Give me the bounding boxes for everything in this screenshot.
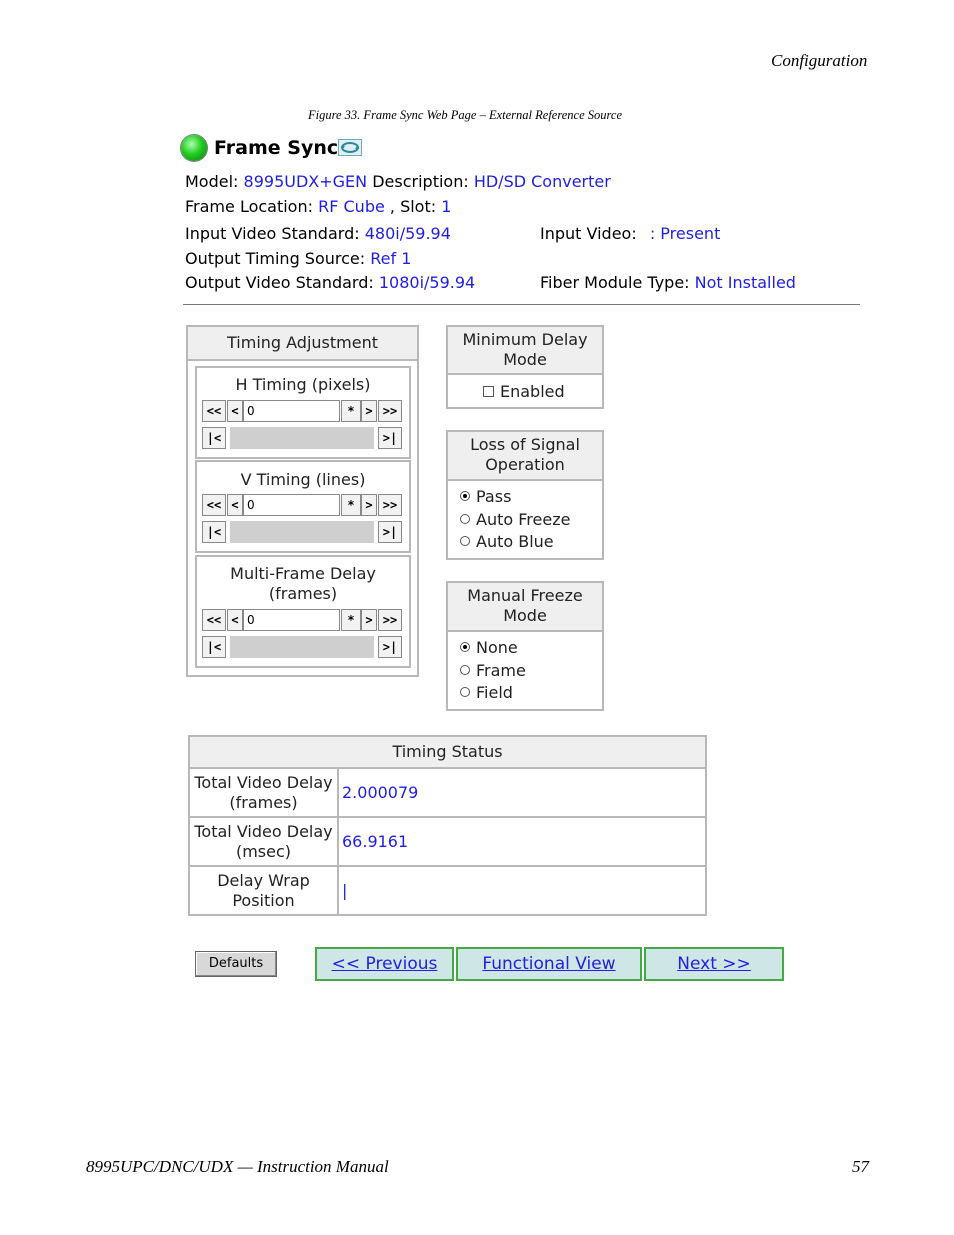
page-title: Frame Sync (214, 137, 339, 159)
radio-label: Auto Freeze (476, 510, 571, 529)
h-timing-min-button[interactable]: |< (202, 427, 226, 449)
table-row (189, 817, 706, 866)
multi-frame-delay-min-button[interactable]: |< (202, 636, 226, 658)
table-header-row (189, 736, 706, 768)
h-timing-fast-back-button[interactable]: << (202, 400, 226, 422)
defaults-button[interactable]: Defaults (195, 951, 277, 977)
slot-value: 1 (441, 197, 452, 216)
fiber-module-line (540, 273, 796, 292)
h-timing-value-input[interactable]: 0 (243, 400, 340, 422)
radio-auto-freeze[interactable] (460, 510, 570, 530)
row-value: 2.000079 (338, 768, 706, 817)
multi-frame-delay-slider-track[interactable] (230, 636, 374, 658)
table-row (189, 768, 706, 817)
row-value: | (338, 866, 706, 915)
v-timing-title: V Timing (lines) (240, 470, 366, 489)
enabled-checkbox[interactable] (483, 382, 565, 402)
timing-status-title: Timing Status (189, 736, 706, 768)
multi-frame-delay-back-button[interactable]: < (227, 609, 243, 631)
enabled-label: Enabled (500, 382, 565, 401)
page-number: 57 (852, 1157, 869, 1176)
table-row (189, 866, 706, 915)
fiber-module-value: Not Installed (694, 273, 796, 292)
h-timing-slider-track[interactable] (230, 427, 374, 449)
radio-button[interactable] (460, 536, 470, 546)
output-video-standard-label: Output Video Standard: (185, 273, 374, 292)
v-timing-min-button[interactable]: |< (202, 521, 226, 543)
radio-label: Field (476, 683, 513, 702)
v-timing-default-button[interactable]: * (341, 494, 361, 516)
description-label: Description: (372, 172, 469, 191)
output-video-standard-line (185, 273, 475, 292)
v-timing-fast-fwd-button[interactable]: >> (378, 494, 402, 516)
loss-of-signal-title: Loss of Signal Operation (448, 432, 602, 481)
v-timing-fast-back-button[interactable]: << (202, 494, 226, 516)
page-header: Configuration (771, 51, 868, 70)
checkbox-box[interactable] (483, 386, 494, 397)
multi-frame-delay-max-button[interactable]: >| (378, 636, 402, 658)
model-value: 8995UDX+GEN (243, 172, 368, 191)
multi-frame-delay-title-line1: Multi-Frame Delay (230, 564, 376, 583)
radio-frame[interactable] (460, 661, 526, 681)
previous-link[interactable]: << Previous (315, 947, 454, 981)
output-video-standard-value: 1080i/59.94 (378, 273, 476, 292)
h-timing-max-button[interactable]: >| (378, 427, 402, 449)
minimum-delay-mode-panel (446, 325, 604, 409)
next-link[interactable]: Next >> (644, 947, 784, 981)
h-timing-default-button[interactable]: * (341, 400, 361, 422)
h-timing-fwd-button[interactable]: > (361, 400, 377, 422)
model-label: Model: (185, 172, 239, 191)
timing-adjustment-title: Timing Adjustment (188, 327, 417, 361)
description-value: HD/SD Converter (473, 172, 611, 191)
frame-location-label: Frame Location: (185, 197, 313, 216)
frame-location-line (185, 197, 451, 216)
input-video-standard-label: Input Video Standard: (185, 224, 360, 243)
multi-frame-delay-default-button[interactable]: * (341, 609, 361, 631)
functional-view-link[interactable]: Functional View (456, 947, 642, 981)
loss-of-signal-panel (446, 430, 604, 560)
multi-frame-delay-fast-fwd-button[interactable]: >> (378, 609, 402, 631)
radio-button[interactable] (460, 491, 470, 501)
radio-button[interactable] (460, 514, 470, 524)
output-timing-source-line (185, 249, 411, 268)
radio-auto-blue[interactable] (460, 532, 554, 552)
radio-button[interactable] (460, 687, 470, 697)
row-label: Delay Wrap Position (189, 866, 338, 915)
v-timing-value-input[interactable]: 0 (243, 494, 340, 516)
row-value: 66.9161 (338, 817, 706, 866)
input-video-value: : Present (649, 224, 721, 243)
status-led-icon (181, 135, 207, 161)
fiber-module-label: Fiber Module Type: (540, 273, 690, 292)
multi-frame-delay-fwd-button[interactable]: > (361, 609, 377, 631)
model-line (185, 172, 611, 191)
figure-caption: Figure 33. Frame Sync Web Page – External Reference Source (308, 108, 623, 122)
v-timing-max-button[interactable]: >| (378, 521, 402, 543)
radio-label: Auto Blue (476, 532, 554, 551)
radio-none[interactable] (460, 638, 518, 658)
footer-manual: 8995UPC/DNC/UDX — Instruction Manual (86, 1157, 389, 1176)
input-video-standard-line (185, 224, 451, 243)
manual-freeze-title: Manual Freeze Mode (448, 583, 602, 632)
radio-button[interactable] (460, 642, 470, 652)
input-video-line (540, 224, 720, 243)
radio-label: None (476, 638, 518, 657)
v-timing-back-button[interactable]: < (227, 494, 243, 516)
output-timing-source-label: Output Timing Source: (185, 249, 366, 268)
slot-label: , Slot: (389, 197, 437, 216)
multi-frame-delay-title-line2: (frames) (268, 584, 338, 603)
input-video-standard-value: 480i/59.94 (364, 224, 451, 243)
radio-field[interactable] (460, 683, 513, 703)
row-label: Total Video Delay (msec) (189, 817, 338, 866)
manual-freeze-panel (446, 581, 604, 711)
frame-location-value: RF Cube (318, 197, 385, 216)
v-timing-slider-track[interactable] (230, 521, 374, 543)
multi-frame-delay-title (197, 564, 409, 604)
v-timing-fwd-button[interactable]: > (361, 494, 377, 516)
row-label: Total Video Delay (frames) (189, 768, 338, 817)
minimum-delay-mode-title: Minimum Delay Mode (448, 327, 602, 375)
refresh-icon[interactable] (338, 139, 362, 156)
output-timing-source-value: Ref 1 (370, 249, 412, 268)
radio-label: Frame (476, 661, 526, 680)
divider (183, 304, 860, 305)
h-timing-fast-fwd-button[interactable]: >> (378, 400, 402, 422)
multi-frame-delay-value-input[interactable]: 0 (243, 609, 340, 631)
radio-label: Pass (476, 487, 512, 506)
radio-button[interactable] (460, 665, 470, 675)
h-timing-title: H Timing (pixels) (235, 375, 371, 394)
h-timing-back-button[interactable]: < (227, 400, 243, 422)
radio-pass[interactable] (460, 487, 511, 507)
multi-frame-delay-fast-back-button[interactable]: << (202, 609, 226, 631)
input-video-label: Input Video: (540, 224, 637, 243)
timing-status-table (188, 735, 707, 916)
